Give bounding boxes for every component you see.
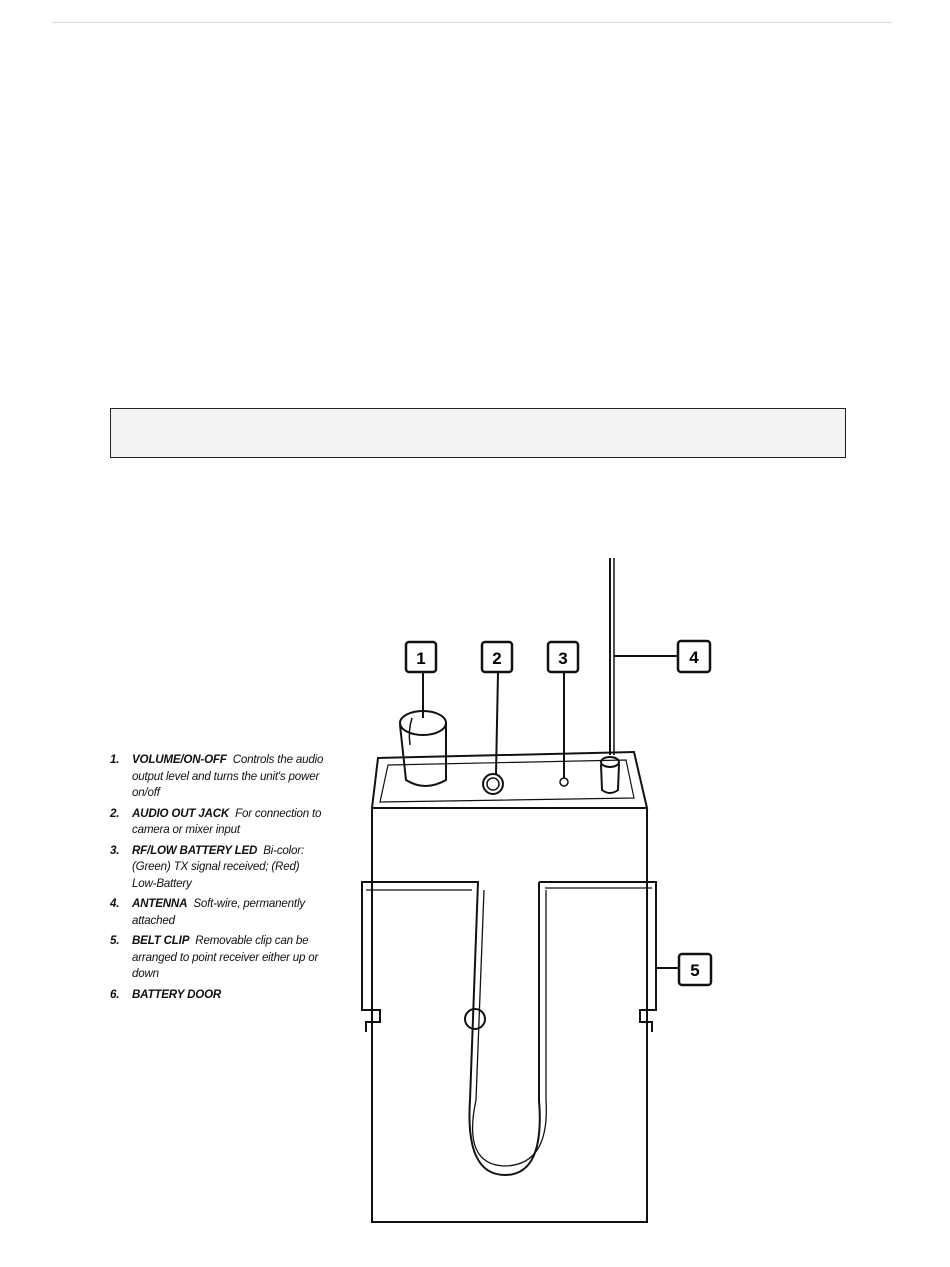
legend-num: 6. [110,987,120,1001]
legend-desc: Bi-color: (Green) TX signal received; (Red) Low-Battery [132,843,304,890]
callout-label-2: 2 [492,649,502,668]
legend-desc: For connection to camera or mixer input [132,806,322,836]
legend-num: 1. [110,753,120,766]
callout-label-1: 1 [416,649,426,668]
legend-term: BATTERY DOOR [132,987,222,1001]
legend-num: 3. [110,843,120,857]
legend-term: AUDIO OUT JACK [132,806,230,820]
legend-desc: Soft-wire, permanently attached [132,897,305,927]
legend-desc: Removable clip can be arranged to point receiver either up or down [132,934,319,980]
antenna-base-icon [601,764,619,793]
audio-jack-icon [483,774,503,794]
led-icon [560,778,568,786]
legend-num: 5. [110,934,120,947]
receiver-body [372,815,647,1222]
legend-num: 4. [110,897,120,910]
belt-clip-left [362,882,540,1175]
legend-num: 2. [110,806,120,820]
belt-clip-right [539,882,656,1032]
legend-desc: Controls the audio output level and turns the unit's power on/off [132,753,324,799]
battery-door-screw-icon [465,1009,485,1029]
legend-term: ANTENNA [132,897,188,910]
legend-term: RF/LOW BATTERY LED [132,843,258,857]
legend-term: BELT CLIP [132,934,190,947]
callout-label-5: 5 [690,961,700,980]
top-panel-inner [380,760,634,802]
callout-label-4: 4 [689,648,699,667]
legend-term: VOLUME/ON-OFF [132,753,227,766]
callout-label-3: 3 [558,649,568,668]
